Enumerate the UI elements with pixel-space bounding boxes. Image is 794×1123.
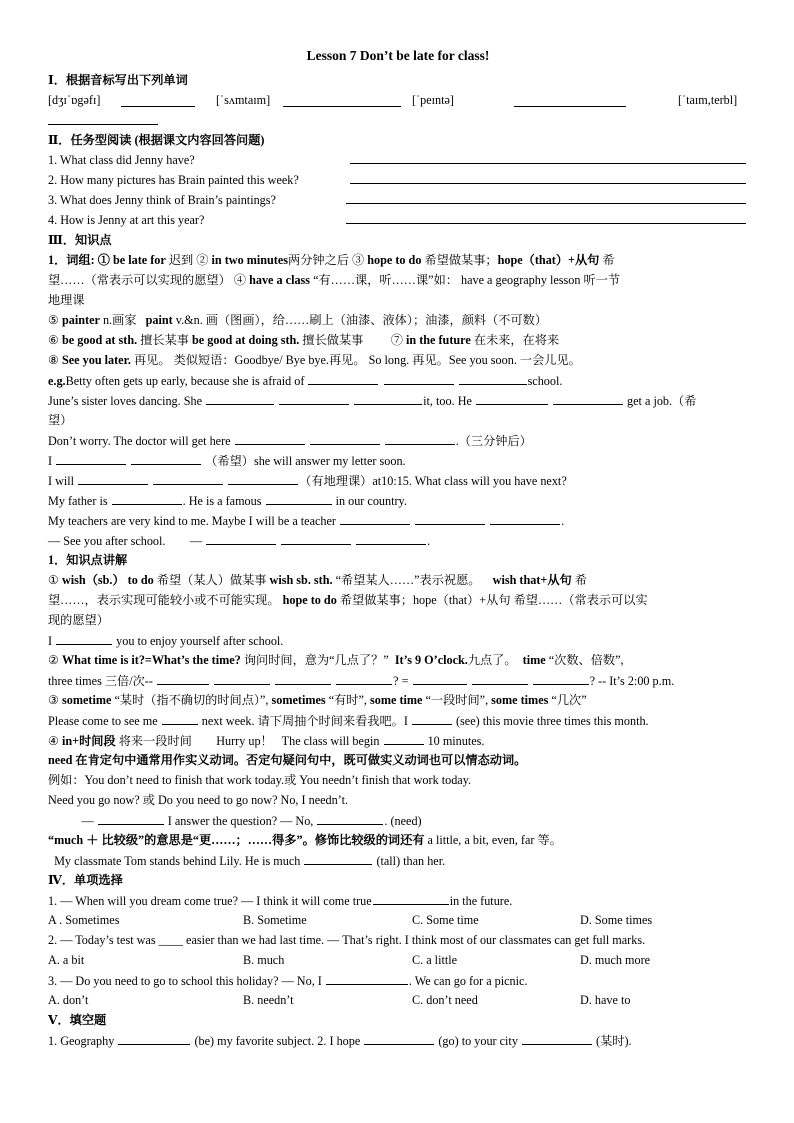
phrase-meaning: “有……课，听……课”如： have a geography lesson 听一节 bbox=[313, 273, 621, 287]
fill-blank[interactable] bbox=[266, 490, 332, 505]
phonetics-row bbox=[48, 90, 748, 110]
sentence-text: . He is a famous bbox=[182, 494, 262, 508]
word-sometimes: sometimes bbox=[271, 693, 326, 707]
sentence-text: (tall) than her. bbox=[376, 854, 446, 868]
note-line-4 bbox=[48, 630, 748, 650]
phrase-meaning: 擅长做某事 bbox=[302, 333, 364, 347]
sentence-text: — bbox=[81, 814, 94, 828]
note-line-3: 现的愿望） bbox=[48, 613, 109, 627]
fill-blank[interactable] bbox=[356, 530, 426, 545]
item-number: ② bbox=[48, 653, 59, 667]
question-2-text: 2. How many pictures has Brain painted this week? bbox=[48, 173, 299, 187]
sentence-text: Betty often gets up early, because she is afraid of bbox=[65, 374, 305, 388]
item-number: ⑤ bbox=[48, 313, 59, 327]
sentence-text: Please come to see me bbox=[48, 714, 158, 728]
option-d[interactable]: D. Some times bbox=[580, 913, 653, 927]
option-a[interactable]: A . Sometimes bbox=[48, 913, 120, 927]
sentence-text: . bbox=[427, 534, 431, 548]
exercise-line-6 bbox=[48, 470, 748, 490]
note-line-12: Need you go now? 或 Do you need to go now? No, I needn’t. bbox=[48, 793, 348, 807]
question-text: (be) my favorite subject. 2. I hope bbox=[194, 1034, 361, 1048]
mc-question-3 bbox=[48, 970, 748, 990]
sentence-text: .（三分钟后） bbox=[455, 434, 532, 448]
phrase-in-two-minutes: in two minutes bbox=[211, 253, 289, 267]
fill-blank[interactable] bbox=[235, 430, 305, 445]
phrase-meaning: 两分钟之后 ③ bbox=[288, 253, 365, 267]
worksheet bbox=[48, 48, 748, 1050]
phrase-meaning: 迟到 ② bbox=[168, 253, 209, 267]
note-line-13 bbox=[48, 810, 748, 830]
fill-blank[interactable] bbox=[364, 1030, 434, 1045]
word-meaning: “一段时间”, bbox=[425, 693, 489, 707]
option-d[interactable]: D. have to bbox=[580, 993, 631, 1007]
phrase-hope-to-do: hope to do bbox=[282, 593, 337, 607]
note-line-10 bbox=[48, 750, 748, 770]
fill-blank[interactable] bbox=[214, 670, 270, 685]
sentence-text: get a job.（希 bbox=[627, 394, 697, 408]
sentence-text: ? -- It’s 2:00 p.m. bbox=[589, 674, 675, 688]
fill-blank[interactable] bbox=[112, 490, 182, 505]
fill-blank[interactable] bbox=[206, 390, 274, 405]
phrase-line-1 bbox=[48, 250, 748, 270]
sentence-text: it, too. He bbox=[423, 394, 472, 408]
fill-blank[interactable] bbox=[317, 810, 383, 825]
page-title: Lesson 7 Don’t be late for class! bbox=[306, 48, 490, 63]
answer-line-3[interactable] bbox=[346, 190, 746, 204]
sentence-text: I answer the question? — No, bbox=[167, 814, 314, 828]
question-2 bbox=[48, 170, 748, 190]
phrase-what-time: What time is it?=What’s the time? bbox=[61, 653, 241, 667]
phrase-its-9-oclock: It’s 9 O’clock. bbox=[394, 653, 468, 667]
mc-question-1 bbox=[48, 890, 748, 910]
section-2-heading: Ⅱ．任务型阅读 (根据课文内容回答问题) bbox=[48, 133, 265, 147]
phrase-line-5 bbox=[48, 330, 748, 350]
mc-question-2: 2. — Today’s test was ____ easier than we had last time. — That’s right. I think most of our classmates can get full marks. bbox=[48, 933, 646, 947]
phonetic-1: [dʒɪˈɒgəfɪ] bbox=[48, 93, 101, 107]
fill-blank[interactable] bbox=[118, 1030, 190, 1045]
section-6-heading: Ⅴ．填空题 bbox=[48, 1013, 107, 1027]
phrase-meaning: 擅长某事 bbox=[140, 333, 189, 347]
phrase-meaning: 在未来，在将来 bbox=[473, 333, 560, 347]
question-text: . We can go for a picnic. bbox=[408, 974, 528, 988]
sentence-text: you to enjoy yourself after school. bbox=[116, 634, 284, 648]
option-c[interactable]: C. a little bbox=[412, 953, 458, 967]
word-meaning: “某时（指不确切的时间点）”, bbox=[114, 693, 269, 707]
phrase-in-the-future: in the future bbox=[405, 333, 471, 347]
phrase-hope-that: hope（that）+从句 bbox=[497, 253, 600, 267]
phrase-meaning: 希望做某事； bbox=[424, 253, 498, 267]
option-b[interactable]: B. much bbox=[243, 953, 285, 967]
sentence-text: next week. 请下周抽个时间来看我吧。I bbox=[201, 714, 408, 728]
phrase-be-late-for: be late for bbox=[113, 253, 166, 267]
phrase-meaning: 望……，表示实现可能较小或不可能实现。 bbox=[48, 593, 280, 607]
phrase-have-a-class: have a class bbox=[249, 273, 311, 287]
exercise-line-1 bbox=[48, 370, 748, 390]
option-b[interactable]: B. needn’t bbox=[243, 993, 294, 1007]
sentence-text: . (need) bbox=[384, 814, 422, 828]
phrase-meaning: 将来一段时间 bbox=[118, 734, 192, 748]
option-c[interactable]: C. don’t need bbox=[412, 993, 478, 1007]
fill-question-line bbox=[48, 1030, 748, 1050]
word-meaning: “几次” bbox=[551, 693, 587, 707]
phrase-meaning: 望……（常表示可以实现的愿望） ④ bbox=[48, 273, 247, 287]
answer-blank-3[interactable] bbox=[514, 92, 626, 107]
fill-blank[interactable] bbox=[98, 810, 164, 825]
question-1-text: 1. What class did Jenny have? bbox=[48, 153, 195, 167]
phrase-see-you-later: See you later. bbox=[61, 353, 131, 367]
question-text: in the future. bbox=[449, 894, 513, 908]
sentence-text: three times 三倍/次-- bbox=[48, 674, 153, 688]
fill-blank[interactable] bbox=[472, 670, 528, 685]
note-line-2 bbox=[48, 590, 748, 610]
sentence-text: I will bbox=[48, 474, 75, 488]
fill-blank[interactable] bbox=[476, 390, 548, 405]
fill-blank[interactable] bbox=[490, 510, 560, 525]
phrase-be-good-at: be good at sth. bbox=[61, 333, 138, 347]
section-4-heading: 1．知识点讲解 bbox=[48, 553, 128, 567]
answer-line-2[interactable] bbox=[350, 170, 746, 184]
fill-blank[interactable] bbox=[373, 890, 449, 905]
option-c[interactable]: C. Some time bbox=[412, 913, 479, 927]
exercise-line-9 bbox=[48, 530, 748, 550]
word-meaning: “有时”, bbox=[328, 693, 367, 707]
word-paint: paint bbox=[145, 313, 173, 327]
sentence-text: . bbox=[561, 514, 565, 528]
phrase-hope-to-do: hope to do bbox=[367, 253, 422, 267]
word-some-time: some time bbox=[370, 693, 423, 707]
note-line-1 bbox=[48, 570, 748, 590]
phrase-be-good-at-doing: be good at doing sth. bbox=[192, 333, 300, 347]
phonetic-2: [ˈsʌmtaɪm] bbox=[216, 93, 271, 107]
sentence-text: The class will begin bbox=[281, 734, 380, 748]
note-line-6 bbox=[48, 670, 748, 690]
question-text: 3. — Do you need to go to school this holiday? — No, I bbox=[48, 974, 322, 988]
word-sometime: sometime bbox=[61, 693, 112, 707]
note-line-9 bbox=[48, 730, 748, 750]
fill-blank[interactable] bbox=[354, 390, 422, 405]
answer-blank-1[interactable] bbox=[121, 92, 195, 107]
word-some-times: some times bbox=[491, 693, 549, 707]
fill-blank[interactable] bbox=[304, 850, 372, 865]
fill-blank[interactable] bbox=[553, 390, 623, 405]
answer-line-4[interactable] bbox=[346, 210, 746, 224]
phrase-meaning: “次数、倍数”, bbox=[548, 653, 624, 667]
word-meaning: v.&n. 画（图画），给……刷上（油漆、液体）；油漆，颜料（不可数） bbox=[175, 313, 548, 327]
phonetics-row-2 bbox=[48, 110, 748, 130]
note-line-8 bbox=[48, 710, 748, 730]
phrase-meaning: 询问时间，意为“几点了？” bbox=[243, 653, 389, 667]
grammar-note: “much ＋ 比较级”的意思是“更……；……得多”。修饰比较级的词还有 bbox=[48, 833, 425, 847]
fill-blank[interactable] bbox=[279, 390, 349, 405]
exercise-line-3: 望） bbox=[48, 413, 73, 427]
fill-blank[interactable] bbox=[385, 430, 455, 445]
sentence-text: a little, a bit, even, far 等。 bbox=[427, 833, 562, 847]
phonetic-4: [ˈtaɪm,terbl] bbox=[678, 93, 738, 107]
item-number: ① bbox=[48, 573, 59, 587]
phrase-in-time: in+时间段 bbox=[61, 734, 116, 748]
option-b[interactable]: B. Sometime bbox=[243, 913, 307, 927]
phrase-meaning: 希望做某事；hope（that）+从句 希望……（常表示可以实 bbox=[339, 593, 648, 607]
question-text: 1. Geography bbox=[48, 1034, 115, 1048]
question-4 bbox=[48, 210, 748, 230]
answer-blank-4[interactable] bbox=[48, 110, 158, 125]
word-painter: painter bbox=[61, 313, 100, 327]
fill-blank[interactable] bbox=[326, 970, 408, 985]
question-text: 1. — When will you dream come true? — I think it will come true bbox=[48, 894, 372, 908]
sentence-text: I bbox=[48, 454, 53, 468]
phrase-meaning: 九点了。 bbox=[467, 653, 517, 667]
fill-blank[interactable] bbox=[336, 670, 392, 685]
answer-line-1[interactable] bbox=[350, 150, 746, 164]
exercise-line-4 bbox=[48, 430, 748, 450]
item-number: ⑧ bbox=[48, 353, 59, 367]
word-time: time bbox=[522, 653, 546, 667]
section-5-heading: Ⅳ．单项选择 bbox=[48, 873, 123, 887]
fill-blank[interactable] bbox=[412, 710, 452, 725]
question-3 bbox=[48, 190, 748, 210]
phrase-wish-that: wish that+从句 bbox=[492, 573, 572, 587]
phrase-meaning: “希望某人……”表示祝愿。 bbox=[335, 573, 481, 587]
fill-blank[interactable] bbox=[131, 450, 201, 465]
example-label: e.g. bbox=[48, 374, 66, 388]
sentence-text: Hurry up！ bbox=[216, 734, 273, 748]
fill-blank[interactable] bbox=[340, 510, 410, 525]
fill-blank[interactable] bbox=[310, 430, 380, 445]
sentence-text: My classmate Tom stands behind Lily. He is much bbox=[54, 854, 301, 868]
phrase-meaning: 希望（某人）做某事 bbox=[156, 573, 267, 587]
sentence-text: — See you after school. bbox=[48, 534, 166, 548]
fill-blank[interactable] bbox=[384, 370, 454, 385]
fill-blank[interactable] bbox=[56, 630, 112, 645]
fill-blank[interactable] bbox=[228, 470, 298, 485]
fill-blank[interactable] bbox=[157, 670, 209, 685]
phrase-line-3: 地理课 bbox=[48, 293, 85, 307]
item-number: ⑦ bbox=[390, 333, 403, 347]
item-number: ③ bbox=[48, 693, 59, 707]
fill-blank[interactable] bbox=[281, 530, 351, 545]
grammar-note: 在肯定句中通常用作实义动词。否定句疑问句中，既可做实义动词也可以情态动词。 bbox=[75, 753, 527, 767]
fill-blank[interactable] bbox=[522, 1030, 592, 1045]
sentence-text: ? = bbox=[393, 674, 409, 688]
sentence-text: (see) this movie three times this month. bbox=[456, 714, 649, 728]
mc-options-1 bbox=[48, 910, 748, 930]
phrase-meaning: 再见。 类似短语：Goodbye/ Bye bye.再见。 So long. 再见。See you soon. 一会儿见。 bbox=[133, 353, 581, 367]
question-3-text: 3. What does Jenny think of Brain’s paintings? bbox=[48, 193, 276, 207]
fill-blank[interactable] bbox=[78, 470, 148, 485]
option-d[interactable]: D. much more bbox=[580, 953, 651, 967]
fill-blank[interactable] bbox=[162, 710, 198, 725]
phrase-line-6 bbox=[48, 350, 748, 370]
sentence-text: （希望）she will answer my letter soon. bbox=[205, 454, 406, 468]
fill-blank[interactable] bbox=[153, 470, 223, 485]
sentence-text: Don’t worry. The doctor will get here bbox=[48, 434, 231, 448]
exercise-line-7 bbox=[48, 490, 748, 510]
note-line-14 bbox=[48, 830, 748, 850]
question-text: (某时). bbox=[596, 1034, 632, 1048]
question-text: (go) to your city bbox=[438, 1034, 518, 1048]
section-3-heading: Ⅲ．知识点 bbox=[48, 233, 112, 247]
question-1 bbox=[48, 150, 748, 170]
option-a[interactable]: A. a bit bbox=[48, 953, 85, 967]
fill-blank[interactable] bbox=[415, 510, 485, 525]
mc-options-3 bbox=[48, 990, 748, 1010]
word-meaning: n.画家 bbox=[102, 313, 137, 327]
phrase-line-2 bbox=[48, 270, 748, 290]
mc-options-2 bbox=[48, 950, 748, 970]
note-line-15 bbox=[48, 850, 748, 870]
fill-blank[interactable] bbox=[533, 670, 589, 685]
fill-blank[interactable] bbox=[308, 370, 378, 385]
item-number: ④ bbox=[48, 734, 59, 748]
note-line-11: 例如：You don’t need to finish that work today.或 You needn’t finish that work today. bbox=[48, 773, 472, 787]
sentence-text: （有地理课）at10:15. What class will you have next? bbox=[299, 474, 567, 488]
note-line-5 bbox=[48, 650, 748, 670]
phrase-label: 1．词组: ① bbox=[48, 253, 110, 267]
phrase-line-4 bbox=[48, 310, 748, 330]
sentence-text: in our country. bbox=[335, 494, 407, 508]
note-line-7 bbox=[48, 690, 748, 710]
phrase-meaning: 希 bbox=[574, 573, 587, 587]
exercise-line-5 bbox=[48, 450, 748, 470]
phrase-meaning: 希 bbox=[602, 253, 615, 267]
fill-blank[interactable] bbox=[384, 730, 424, 745]
answer-blank-2[interactable] bbox=[283, 92, 401, 107]
fill-blank[interactable] bbox=[275, 670, 331, 685]
phonetic-3: [ˈpeɪntə] bbox=[412, 93, 454, 107]
fill-blank[interactable] bbox=[459, 370, 527, 385]
sentence-text: school. bbox=[527, 374, 563, 388]
exercise-line-2 bbox=[48, 390, 748, 410]
exercise-line-8 bbox=[48, 510, 748, 530]
section-1-heading: Ⅰ．根据音标写出下列单词 bbox=[48, 73, 188, 87]
item-number: ⑥ bbox=[48, 333, 59, 347]
sentence-text: My father is bbox=[48, 494, 108, 508]
phrase-wish-to-do: wish（sb.） to do bbox=[61, 573, 154, 587]
option-a[interactable]: A. don’t bbox=[48, 993, 89, 1007]
question-4-text: 4. How is Jenny at art this year? bbox=[48, 213, 205, 227]
sentence-text: 10 minutes. bbox=[427, 734, 485, 748]
fill-blank[interactable] bbox=[206, 530, 276, 545]
fill-blank[interactable] bbox=[56, 450, 126, 465]
sentence-text: June’s sister loves dancing. She bbox=[48, 394, 203, 408]
sentence-text: My teachers are very kind to me. Maybe I will be a teacher bbox=[48, 514, 336, 528]
phrase-wish-sb-sth: wish sb. sth. bbox=[269, 573, 333, 587]
sentence-text: I bbox=[48, 634, 53, 648]
sentence-text: — bbox=[189, 534, 203, 548]
word-need: need bbox=[48, 753, 73, 767]
fill-blank[interactable] bbox=[413, 670, 467, 685]
